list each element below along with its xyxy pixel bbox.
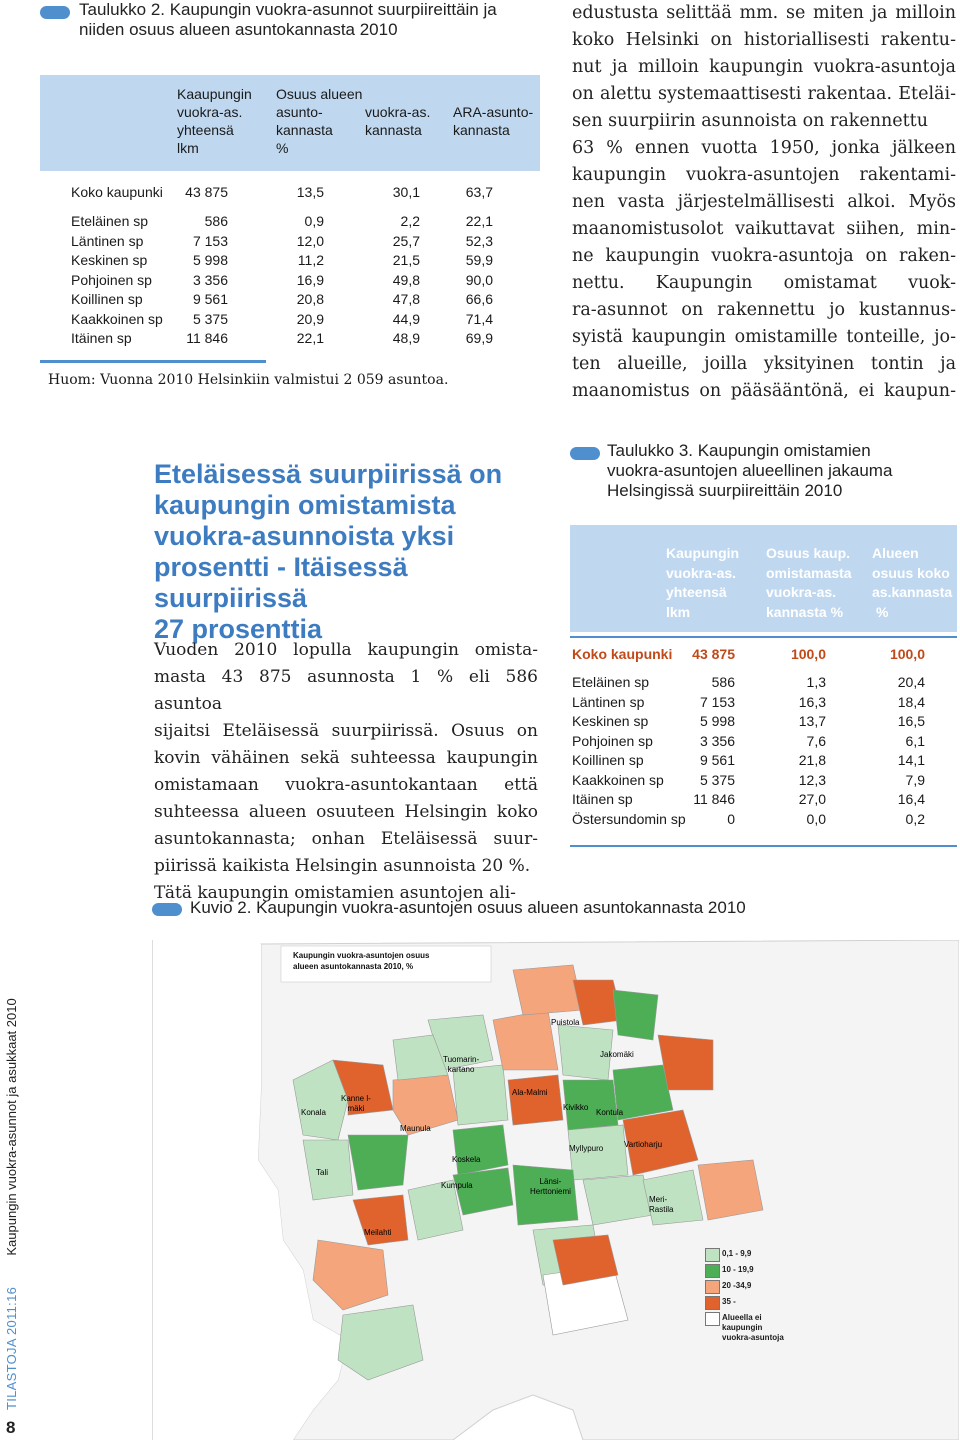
table-row: Läntinen sp 7 153 12,0 25,7 52,3 <box>71 232 493 249</box>
table-row: Läntinen sp 7 153 16,3 18,4 <box>572 693 925 710</box>
table2-total-v2: 13,5 <box>296 184 324 200</box>
table3-header <box>570 525 957 632</box>
map-label-vartioharju: Vartioharju <box>624 1140 663 1149</box>
district-ruskeasuo <box>348 1135 408 1190</box>
table-row: Eteläinen sp 586 1,3 20,4 <box>572 674 925 690</box>
table-row: Keskinen sp 5 998 13,7 16,5 <box>572 713 925 729</box>
publication-title: Kaupungin vuokra-asunnot ja asukkaat 2010 <box>4 998 19 1256</box>
table2-caption: Taulukko 2. Kaupungin vuokra-asunnot suurpiireittäin ja niiden osuus alueen asuntokannasta 2010 <box>79 0 497 39</box>
map-label-konala: Konala <box>301 1108 326 1117</box>
caption-marker <box>40 6 70 19</box>
table2-col3-header: vuokra-as. kannasta <box>365 104 431 138</box>
table-row: Keskinen sp 5 998 11,2 21,5 59,9 <box>71 252 493 268</box>
table2-col2-header: Osuus alueen asunto- kannasta % <box>276 86 363 156</box>
district-ala-malmi <box>508 1075 563 1125</box>
map-label-kivikko: Kivikko <box>563 1103 589 1112</box>
map-label-maunula: Maunula <box>400 1124 431 1133</box>
table2-total-row <box>71 183 511 201</box>
table-row: Itäinen sp 11 846 27,0 16,4 <box>572 791 925 807</box>
legend-swatch <box>705 1296 720 1310</box>
table2-total-name: Koko kaupunki <box>71 184 163 200</box>
table2-col4-header: ARA-asunto- kannasta <box>453 104 534 138</box>
table2-total-v3: 30,1 <box>392 184 420 200</box>
body-text: Vuoden 2010 lopulla kaupungin omista- masta 43 875 asunnosta 1 % eli 586 asuntoa sijaitsi Eteläisessä suurpiirissä. Osuus on kovin vähäinen sekä suhteessa kaupungin omistamaan vuokra-asuntokantaan että suhteessa alueen osuuteen Helsingin koko asuntokannasta; onhan Eteläisessä suur- piirissä kaikista Helsingin asunnoista 20 %. Tätä kaupungin omistamien asuntojen ali- <box>154 640 538 903</box>
map-label-kontula: Kontula <box>596 1108 624 1117</box>
map-label-meri-rastila: Meri- Rastila <box>649 1195 674 1214</box>
table3-col2-header: Osuus kaup. omistamasta vuokra-as. kannasta % <box>766 545 852 620</box>
table2-note-divider <box>40 360 266 363</box>
table-row: Itäinen sp 11 846 22,1 48,9 69,9 <box>71 330 493 346</box>
table-row: Kaakkoinen sp 5 375 12,3 7,9 <box>572 771 925 788</box>
sidebar-vertical-text <box>4 998 19 1410</box>
table3-total-v2: 100,0 <box>790 646 826 662</box>
table3-total-row <box>572 645 957 663</box>
table-row: Pohjoinen sp 3 356 16,9 49,8 90,0 <box>71 271 493 288</box>
headline: Eteläisessä suurpiirissä on kaupungin omistamista vuokra-asunnoista yksi prosentti - Itäisessä suurpiirissä 27 prosenttia <box>154 459 503 644</box>
table-row: Pohjoinen sp 3 356 7,6 6,1 <box>572 732 925 749</box>
district-mellunmaki <box>658 1035 713 1090</box>
table2-header <box>40 75 540 171</box>
legend-swatch <box>705 1264 720 1278</box>
map-label-jakomaki: Jakomäki <box>600 1050 634 1059</box>
table2-col1-header: Kaaupungin vuokra-as. yhteensä lkm <box>177 86 252 156</box>
right-column-text: edustusta selittää mm. se miten ja milloin koko Helsinki on historiallisesti rakentu- nut ja milloin kaupungin vuokra-asuntoja on alettu systemaattisesti rakentaa. Eteläi- sen suurpiirin asunnoista on rakennettu 63 % ennen vuotta 1950, jonka jälkeen kaupungin vuokra-asuntojen rakentami- nen vasta järjestelmällisesti alkoi. Myös maanomistusolot vaikuttavat siihen, min- ne kaupungin vuokra-asuntoja on raken- nettu. Kaupungin omistamat vuok- ra-asunnot on rakennettu jo kustannus- syistä kaupungin omistamille tonteille, jo- ten alueille, joilla yksityinen tontin ja maanomistus on pääsääntönä, ei kaupun- <box>572 3 956 401</box>
table3-col3-header: Alueen osuus koko as.kannasta % <box>872 545 953 620</box>
table-row: Koillinen sp 9 561 20,8 47,8 66,6 <box>71 291 493 307</box>
map-label-lansi-herttoniemi: Länsi- Herttoniemi <box>530 1177 571 1196</box>
table2-total-v1: 43 875 <box>185 184 228 200</box>
table-row: Östersundomin sp 0 0,0 0,2 <box>572 810 925 827</box>
map-label-puistola: Puistola <box>551 1018 580 1027</box>
legend-swatch <box>705 1312 720 1326</box>
map-label-koskela: Koskela <box>452 1155 481 1164</box>
table-row: Eteläinen sp 586 0,9 2,2 22,1 <box>71 213 493 229</box>
map-title: Kaupungin vuokra-asuntojen osuus alueen asuntokannasta 2010, % <box>293 951 430 971</box>
district-puistola <box>513 965 583 1015</box>
legend-swatch <box>705 1248 720 1262</box>
page-number: 8 <box>6 1418 16 1437</box>
district-jakomaki <box>613 990 658 1040</box>
map-label-kumpula: Kumpula <box>441 1181 473 1190</box>
map-figure <box>152 940 959 1440</box>
table3-header-divider <box>570 636 957 638</box>
table-row: Koillinen sp 9 561 21,8 14,1 <box>572 752 925 768</box>
table2-note: Huom: Vuonna 2010 Helsinkiin valmistui 2 059 asuntoa. <box>48 372 449 388</box>
district-malmi-north <box>493 1010 558 1070</box>
figure-caption: Kuvio 2. Kaupungin vuokra-asuntojen osuus alueen asuntokannasta 2010 <box>190 898 746 917</box>
district-vuosaari <box>698 1160 763 1220</box>
caption-marker <box>152 903 182 916</box>
table3-total-v3: 100,0 <box>889 646 925 662</box>
map-legend: 0,1 - 9,9 10 - 19,9 20 -34,9 35 - Alueella ei kaupungin vuokra-asuntoja <box>705 1248 825 1348</box>
sidebar <box>0 940 32 1447</box>
caption-marker <box>570 447 600 460</box>
table3-bottom-divider <box>570 845 957 847</box>
map-label-tuomarinkartano: Tuomarin- kartano <box>443 1055 480 1074</box>
table3-total-v1: 43 875 <box>692 646 735 662</box>
series-name: TILASTOJA 2011:16 <box>4 1286 19 1410</box>
table3-col1-header: Kaupungin vuokra-as. yhteensä lkm <box>666 545 740 620</box>
table3-caption: Taulukko 3. Kaupungin omistamien vuokra-asuntojen alueellinen jakauma Helsingissä suurpiireittäin 2010 <box>607 441 893 500</box>
table3-total-name: Koko kaupunki <box>572 646 673 662</box>
legend-swatch <box>705 1280 720 1294</box>
map-label-myllypuro: Myllypuro <box>569 1144 604 1153</box>
map-label-meilahti: Meilahti <box>364 1228 392 1237</box>
map-label-ala-malmi: Ala-Malmi <box>512 1088 548 1097</box>
map-label-kannelmaki: Kanne l- mäki <box>341 1094 371 1113</box>
table-row: Kaakkoinen sp 5 375 20,9 44,9 71,4 <box>71 310 493 327</box>
table2-total-v4: 63,7 <box>465 184 493 200</box>
map-label-tali: Tali <box>316 1168 329 1177</box>
